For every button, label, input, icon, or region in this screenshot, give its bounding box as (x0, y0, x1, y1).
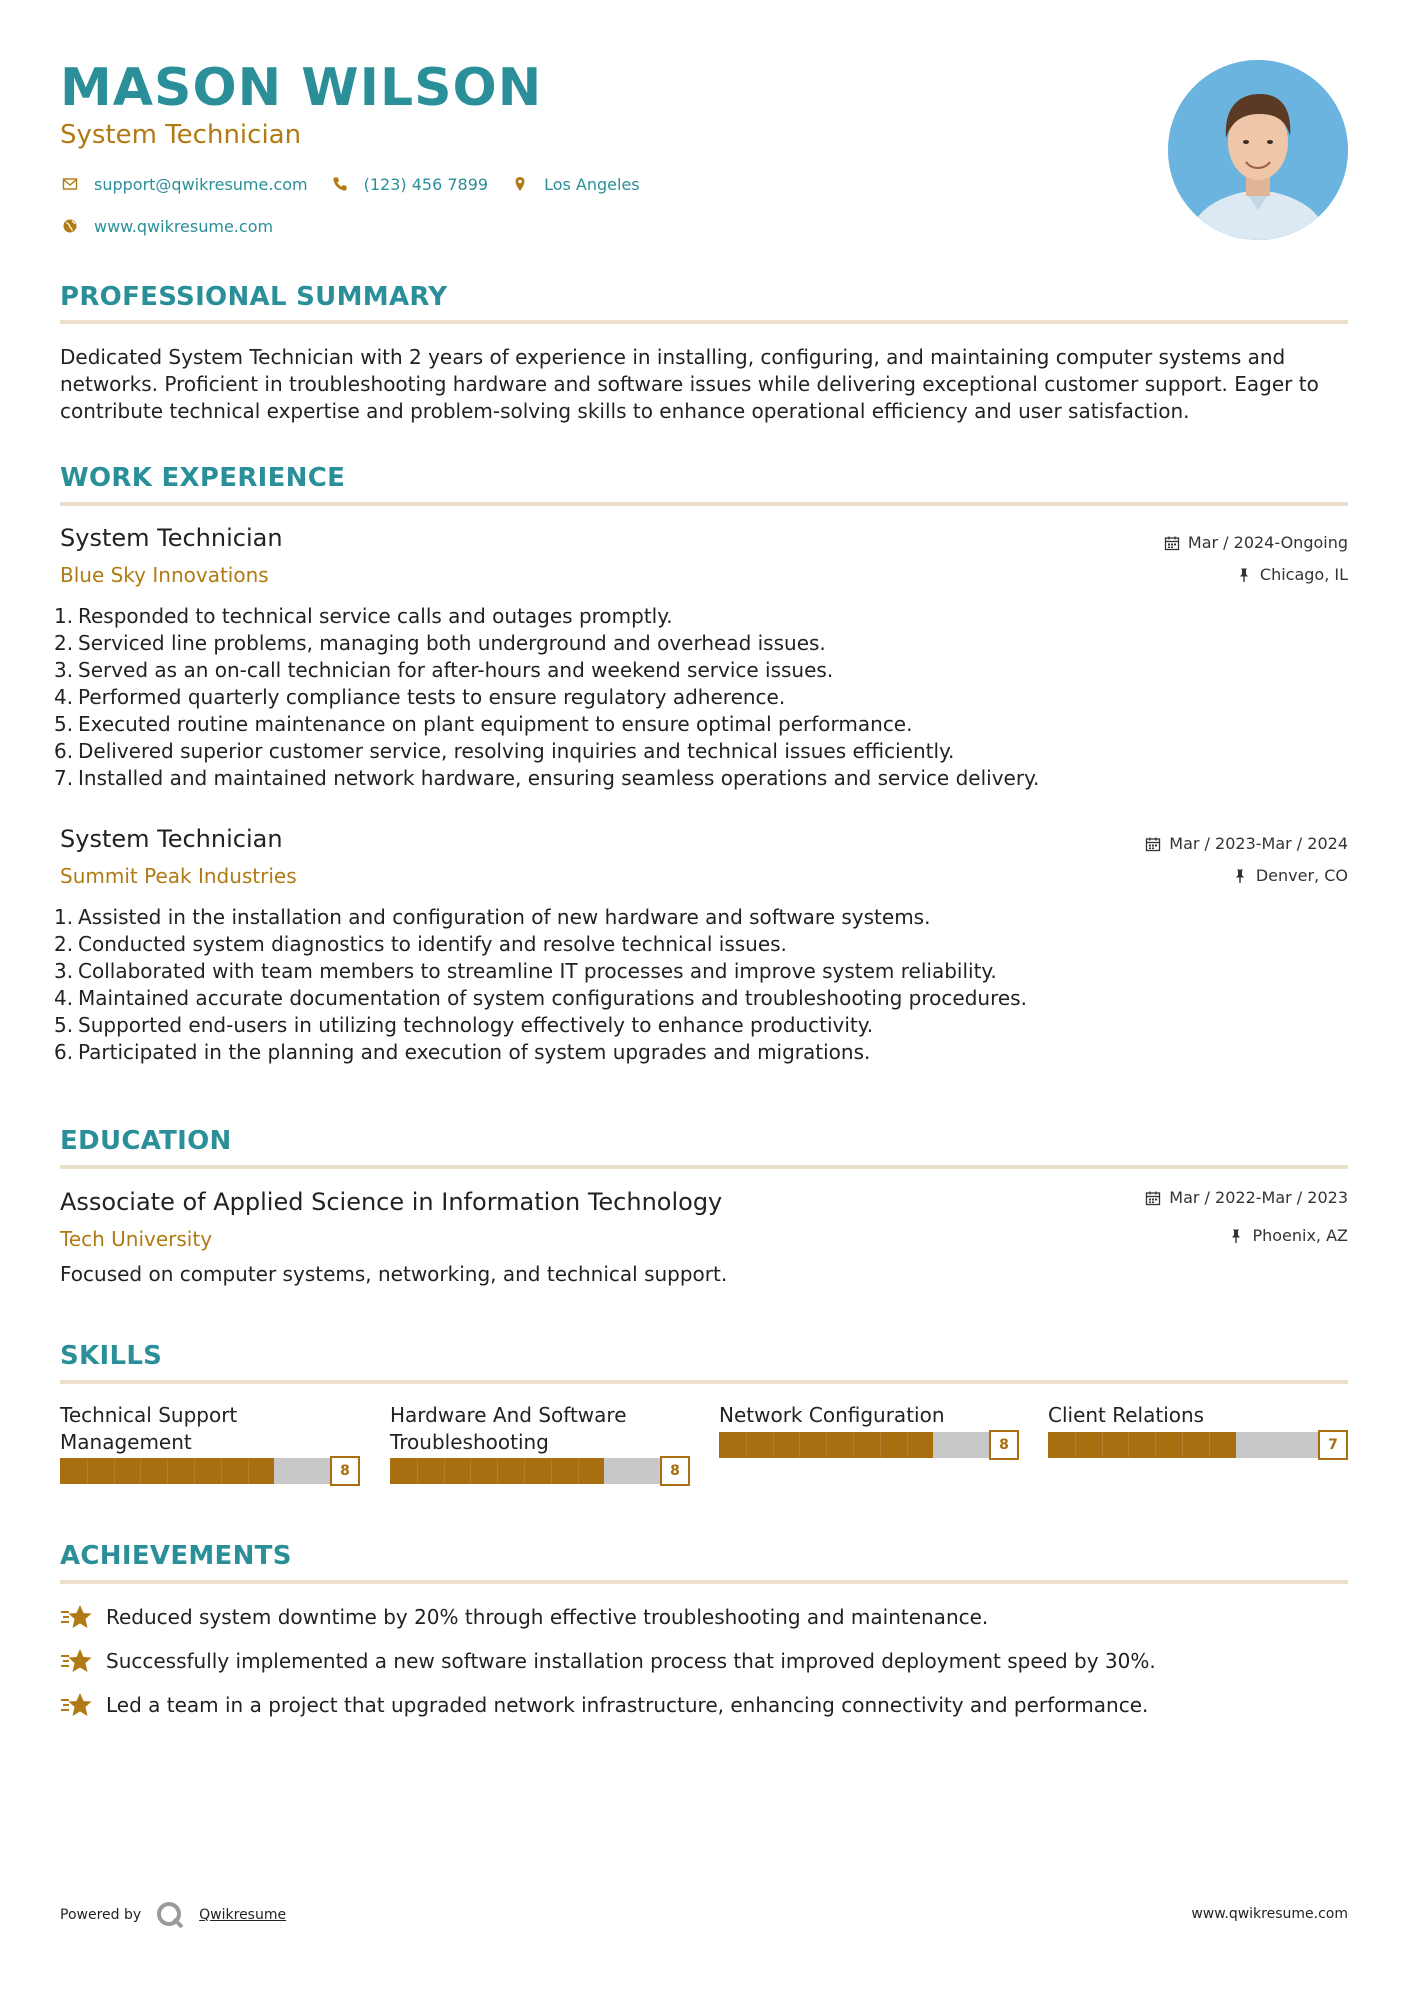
list-item: 5. Executed routine maintenance on plant equipment to ensure optimal performance. (54, 712, 913, 736)
star-award-icon (60, 1691, 92, 1719)
skill-bar-segment (444, 1458, 445, 1484)
phone-text: (123) 456 7899 (363, 174, 489, 194)
skill-bar-segment (87, 1458, 88, 1484)
footer-powered-by (60, 1900, 286, 1930)
skill-bar (60, 1456, 360, 1484)
job-dates (1164, 533, 1348, 552)
qwikresume-link[interactable]: Qwikresume (199, 1907, 287, 1923)
bullet-text: Delivered superior customer service, resolving inquiries and technical issues efficiently. (78, 739, 955, 763)
skill-bar-segment (773, 1432, 774, 1458)
list-item: 6. Delivered superior customer service, resolving inquiries and technical issues efficiently. (54, 739, 955, 763)
skill-bar-segment (140, 1458, 141, 1484)
education-location-text: Phoenix, AZ (1252, 1226, 1348, 1245)
candidate-name: MASON WILSON (60, 58, 543, 118)
globe-icon (60, 216, 80, 236)
skill-bar-segment (497, 1458, 498, 1484)
skill-name: Hardware And Software Troubleshooting (390, 1403, 627, 1454)
list-item: 4. Performed quarterly compliance tests to ensure regulatory adherence. (54, 685, 786, 709)
pushpin-icon (1236, 567, 1252, 583)
bullet-text: Performed quarterly compliance tests to ensure regulatory adherence. (78, 685, 786, 709)
skill-bar-segment (1102, 1432, 1103, 1458)
skill-bar (1048, 1430, 1348, 1458)
skill-score: 7 (1318, 1430, 1348, 1460)
skill-bar-segment (578, 1458, 579, 1484)
achievements-heading: ACHIEVEMENTS (60, 1541, 292, 1571)
job-company: Summit Peak Industries (60, 864, 297, 888)
list-item: 1. Assisted in the installation and configuration of new hardware and software systems. (54, 905, 931, 929)
skill-bar-segment (1128, 1432, 1129, 1458)
skill-score: 8 (330, 1456, 360, 1486)
summary-text: Dedicated System Technician with 2 years of experience in installing, configuring, and maintaining computer systems and networks. Proficient in troubleshooting hardware and software issues while delivering exceptional customer support. Eager to contribute technical expertise and problem-solving skills to enhance operational efficiency and user satisfaction. (60, 345, 1319, 423)
education-dates-text: Mar / 2022-Mar / 2023 (1169, 1188, 1348, 1207)
skill-item (719, 1402, 1019, 1458)
list-item: 3. Served as an on-call technician for after-hours and weekend service issues. (54, 658, 834, 682)
bullet-text: Assisted in the installation and configuration of new hardware and software systems. (78, 905, 931, 929)
list-item: 6. Participated in the planning and execution of system upgrades and migrations. (54, 1040, 871, 1064)
list-item: 7. Installed and maintained network hardware, ensuring seamless operations and service delivery. (54, 766, 1040, 790)
pushpin-icon (1228, 1228, 1244, 1244)
section-divider (60, 1165, 1348, 1169)
skill-bar-segment (1155, 1432, 1156, 1458)
skill-bar-segment (826, 1432, 827, 1458)
skill-bar-segment (853, 1432, 854, 1458)
list-item: 2. Serviced line problems, managing both underground and overhead issues. (54, 631, 826, 655)
skill-bar-segment (880, 1432, 881, 1458)
job-company: Blue Sky Innovations (60, 563, 269, 587)
job-dates-text: Mar / 2023-Mar / 2024 (1169, 834, 1348, 853)
section-divider (60, 1580, 1348, 1584)
skill-item (390, 1402, 690, 1484)
list-item: 2. Conducted system diagnostics to identify and resolve technical issues. (54, 932, 787, 956)
calendar-icon (1145, 1190, 1161, 1206)
job-location-text: Denver, CO (1255, 866, 1348, 885)
bullet-text: Maintained accurate documentation of system configurations and troubleshooting procedures. (78, 986, 1027, 1010)
calendar-icon (1145, 836, 1161, 852)
map-pin-icon (510, 174, 530, 194)
bullet-text: Conducted system diagnostics to identify and resolve technical issues. (78, 932, 787, 956)
envelope-icon (60, 174, 80, 194)
powered-by-label: Powered by (60, 1907, 142, 1923)
contact-row-primary (60, 174, 662, 194)
contact-row-secondary (60, 216, 295, 236)
section-divider (60, 1380, 1348, 1384)
list-item: 3. Collaborated with team members to streamline IT processes and improve system reliability. (54, 959, 997, 983)
skill-bar-segment (1182, 1432, 1183, 1458)
skill-bar-segment (221, 1458, 222, 1484)
achievement-text: Reduced system downtime by 20% through effective troubleshooting and maintenance. (106, 1605, 989, 1629)
achievement-text: Led a team in a project that upgraded network infrastructure, enhancing connectivity and performance. (106, 1693, 1149, 1717)
skill-bar-segment (1209, 1432, 1210, 1458)
list-item: 5. Supported end-users in utilizing technology effectively to enhance productivity. (54, 1013, 874, 1037)
bullet-text: Executed routine maintenance on plant equipment to ensure optimal performance. (78, 712, 913, 736)
skill-name: Client Relations (1048, 1403, 1205, 1427)
skill-score: 8 (989, 1430, 1019, 1460)
bullet-text: Serviced line problems, managing both underground and overhead issues. (78, 631, 826, 655)
star-award-icon (60, 1603, 92, 1631)
achievement-item (60, 1603, 988, 1631)
degree-title: Associate of Applied Science in Information Technology (60, 1188, 723, 1216)
bullet-text: Served as an on-call technician for after-hours and weekend service issues. (78, 658, 834, 682)
contact-phone[interactable] (330, 174, 488, 194)
contact-website[interactable] (60, 216, 273, 236)
contact-location (510, 174, 640, 194)
location-text: Los Angeles (544, 174, 640, 194)
job-title: System Technician (60, 524, 283, 552)
section-divider (60, 502, 1348, 506)
pushpin-icon (1232, 868, 1248, 884)
skill-bar-segment (194, 1458, 195, 1484)
skill-bar-segment (551, 1458, 552, 1484)
phone-icon (330, 174, 350, 194)
footer-website[interactable]: www.qwikresume.com (1191, 1906, 1348, 1922)
job-location-text: Chicago, IL (1259, 565, 1348, 584)
skill-score: 8 (660, 1456, 690, 1486)
education-heading: EDUCATION (60, 1126, 232, 1156)
summary-heading: PROFESSIONAL SUMMARY (60, 282, 448, 312)
skill-bar (390, 1456, 690, 1484)
job-bullets (54, 603, 1304, 792)
bullet-text: Participated in the planning and execution of system upgrades and migrations. (78, 1040, 871, 1064)
skill-bar-segment (470, 1458, 471, 1484)
skill-bar-segment (417, 1458, 418, 1484)
bullet-text: Responded to technical service calls and outages promptly. (78, 604, 673, 628)
job-location (1236, 565, 1348, 584)
job-location (1232, 866, 1348, 885)
candidate-title: System Technician (60, 120, 302, 150)
email-text: support@qwikresume.com (94, 174, 308, 194)
skill-bar-segment (799, 1432, 800, 1458)
experience-heading: WORK EXPERIENCE (60, 463, 346, 493)
skill-bar (719, 1430, 1019, 1458)
contact-email[interactable] (60, 174, 308, 194)
section-divider (60, 320, 1348, 324)
skill-name: Technical Support Management (60, 1403, 238, 1454)
skills-heading: SKILLS (60, 1341, 163, 1371)
skill-bar-segment (746, 1432, 747, 1458)
education-dates (1145, 1188, 1348, 1207)
skill-bar-segment (248, 1458, 249, 1484)
skill-bar-segment (1075, 1432, 1076, 1458)
skill-bar-fill (1048, 1432, 1236, 1458)
education-location (1228, 1226, 1348, 1245)
qwikresume-logo-icon (155, 1900, 185, 1930)
job-bullets (54, 904, 1304, 1066)
skill-item (60, 1402, 360, 1484)
calendar-icon (1164, 535, 1180, 551)
school-name: Tech University (60, 1227, 213, 1251)
list-item: 4. Maintained accurate documentation of system configurations and troubleshooting procedures. (54, 986, 1027, 1010)
bullet-text: Collaborated with team members to streamline IT processes and improve system reliability. (78, 959, 997, 983)
profile-photo (1168, 60, 1348, 240)
star-award-icon (60, 1647, 92, 1675)
bullet-text: Supported end-users in utilizing technology effectively to enhance productivity. (78, 1013, 874, 1037)
website-text: www.qwikresume.com (94, 216, 274, 236)
skill-bar-segment (524, 1458, 525, 1484)
education-description: Focused on computer systems, networking, and technical support. (60, 1262, 728, 1286)
skill-item (1048, 1402, 1348, 1458)
skill-bar-segment (114, 1458, 115, 1484)
bullet-text: Installed and maintained network hardware, ensuring seamless operations and service delivery. (78, 766, 1040, 790)
achievement-item (60, 1691, 1148, 1719)
list-item: 1. Responded to technical service calls and outages promptly. (54, 604, 673, 628)
job-dates (1145, 834, 1348, 853)
job-dates-text: Mar / 2024-Ongoing (1187, 533, 1348, 552)
achievement-text: Successfully implemented a new software installation process that improved deployment speed by 30%. (106, 1649, 1156, 1673)
skill-bar-segment (167, 1458, 168, 1484)
job-title: System Technician (60, 825, 283, 853)
achievement-item (60, 1647, 1156, 1675)
skill-name: Network Configuration (719, 1403, 945, 1427)
skill-bar-segment (907, 1432, 908, 1458)
